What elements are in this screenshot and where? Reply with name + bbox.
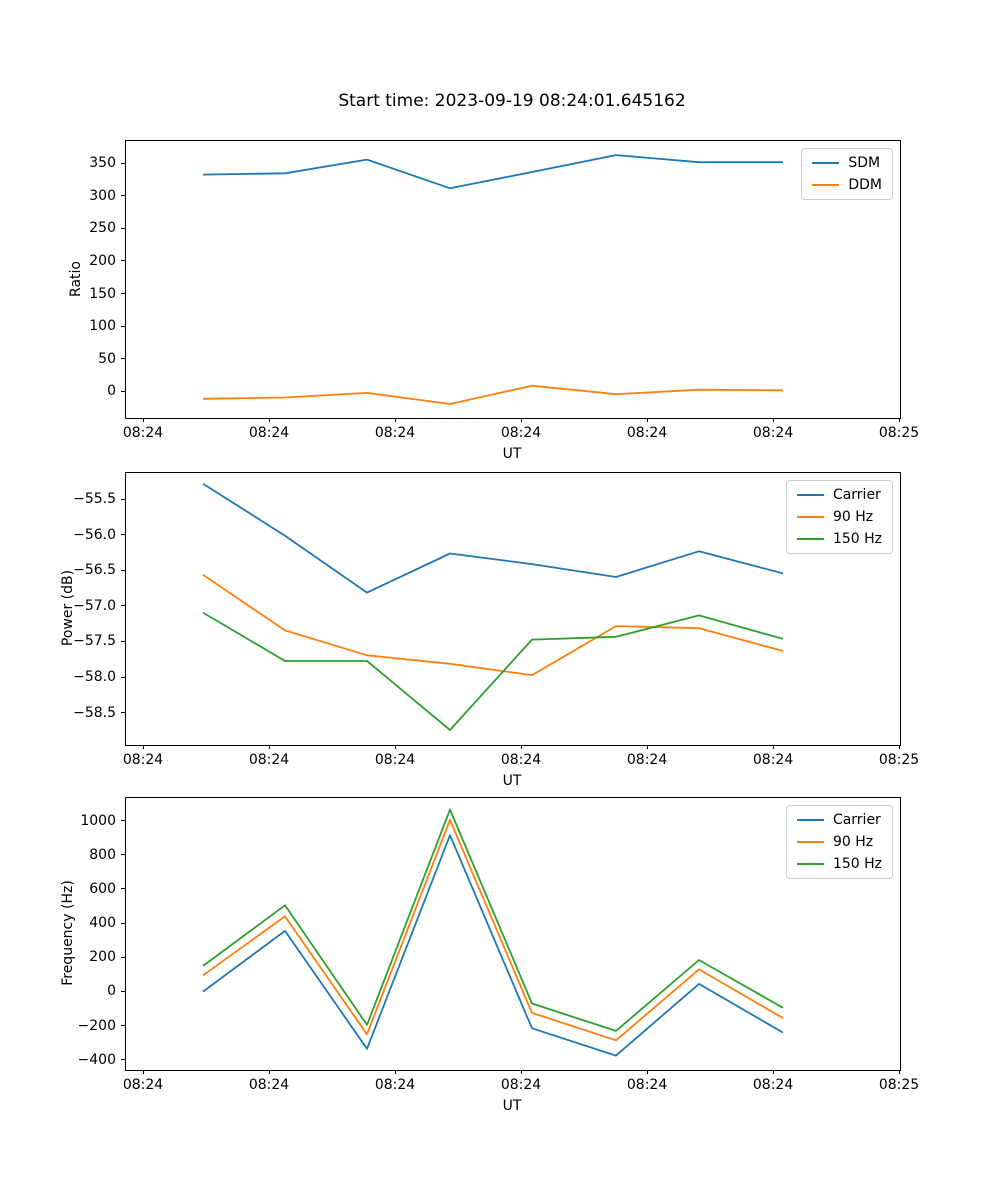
x-tick-mark: [395, 745, 396, 749]
plot-area: [125, 797, 901, 1071]
legend-item: [797, 487, 882, 503]
x-tick-mark: [143, 418, 144, 422]
y-tick-label: −55.5: [73, 491, 116, 508]
x-tick-mark: [899, 1070, 900, 1074]
legend-line-sample: [812, 184, 839, 186]
y-tick-mark: [121, 163, 125, 164]
chart-title: Start time: 2023-09-19 08:24:01.645162: [338, 91, 686, 111]
y-tick-mark: [121, 499, 125, 500]
y-tick-label: 200: [89, 949, 116, 966]
x-tick-mark: [521, 1070, 522, 1074]
x-tick-label: 08:25: [878, 425, 920, 441]
legend: [786, 480, 893, 554]
legend-item: [797, 856, 882, 872]
x-tick-mark: [143, 745, 144, 749]
legend-label: 150 Hz: [832, 856, 882, 872]
y-tick-mark: [121, 228, 125, 229]
y-tick-label: 200: [89, 252, 116, 269]
legend: [801, 148, 893, 200]
legend-label: 90 Hz: [832, 509, 874, 525]
x-tick-mark: [773, 1070, 774, 1074]
y-axis-label: Frequency (Hz): [60, 880, 76, 986]
y-tick-mark: [121, 326, 125, 327]
x-tick-mark: [269, 745, 270, 749]
legend-label: Carrier: [832, 812, 881, 828]
series-line-sdm: [203, 155, 783, 188]
series-line-90-hz: [203, 820, 783, 1040]
y-tick-label: −58.0: [73, 669, 116, 686]
plot-area: [125, 472, 901, 746]
x-tick-mark: [269, 418, 270, 422]
legend-label: Carrier: [832, 487, 881, 503]
legend-item: [797, 812, 882, 828]
y-axis-label: Ratio: [68, 260, 84, 297]
y-tick-label: −57.5: [73, 633, 116, 650]
series-lines: [126, 798, 900, 1070]
legend: [786, 805, 893, 879]
legend-item: [797, 509, 882, 525]
x-tick-mark: [773, 745, 774, 749]
y-tick-mark: [121, 391, 125, 392]
legend-line-sample: [797, 841, 824, 843]
y-tick-mark: [121, 570, 125, 571]
legend-label: 90 Hz: [832, 834, 874, 850]
series-line-carrier: [203, 484, 783, 593]
legend-label: DDM: [848, 177, 882, 193]
x-tick-mark: [395, 418, 396, 422]
x-tick-label: 08:24: [122, 1077, 164, 1093]
legend-label: 150 Hz: [832, 531, 882, 547]
y-tick-mark: [121, 260, 125, 261]
x-tick-mark: [521, 418, 522, 422]
x-tick-label: 08:24: [500, 425, 542, 441]
x-tick-label: 08:25: [878, 1077, 920, 1093]
series-line-ddm: [203, 386, 783, 404]
x-tick-label: 08:24: [752, 1077, 794, 1093]
x-tick-label: 08:24: [374, 425, 416, 441]
x-tick-label: 08:24: [500, 752, 542, 768]
y-tick-label: 800: [89, 846, 116, 863]
x-tick-mark: [899, 418, 900, 422]
y-tick-mark: [121, 820, 125, 821]
y-tick-mark: [121, 195, 125, 196]
y-tick-label: −56.0: [73, 526, 116, 543]
y-tick-label: 0: [107, 383, 116, 400]
legend-line-sample: [797, 516, 824, 518]
x-tick-label: 08:24: [626, 1077, 668, 1093]
legend-item: [812, 155, 882, 171]
series-line-150-hz: [203, 613, 783, 730]
legend-line-sample: [797, 819, 824, 821]
legend-item: [812, 177, 882, 193]
x-tick-label: 08:24: [500, 1077, 542, 1093]
x-tick-label: 08:24: [752, 425, 794, 441]
series-lines: [126, 473, 900, 745]
y-tick-label: 300: [89, 187, 116, 204]
x-tick-mark: [773, 418, 774, 422]
series-lines: [126, 141, 900, 418]
series-line-carrier: [203, 835, 783, 1055]
y-tick-label: 250: [89, 220, 116, 237]
x-tick-mark: [521, 745, 522, 749]
y-tick-mark: [121, 677, 125, 678]
x-tick-mark: [899, 745, 900, 749]
y-tick-label: 1000: [80, 812, 116, 829]
x-tick-label: 08:24: [122, 752, 164, 768]
y-tick-label: −56.5: [73, 562, 116, 579]
x-tick-label: 08:24: [248, 1077, 290, 1093]
x-axis-label: UT: [502, 446, 522, 462]
legend-line-sample: [797, 863, 824, 865]
y-tick-mark: [121, 534, 125, 535]
y-tick-label: 0: [107, 983, 116, 1000]
y-tick-mark: [121, 957, 125, 958]
x-axis-label: UT: [502, 1098, 522, 1114]
x-axis-label: UT: [502, 773, 522, 789]
x-tick-label: 08:25: [878, 752, 920, 768]
y-tick-label: −58.5: [73, 704, 116, 721]
y-tick-mark: [121, 1025, 125, 1026]
x-tick-label: 08:24: [626, 425, 668, 441]
y-tick-mark: [121, 1059, 125, 1060]
y-tick-mark: [121, 605, 125, 606]
x-tick-label: 08:24: [248, 425, 290, 441]
x-tick-label: 08:24: [374, 1077, 416, 1093]
x-tick-mark: [143, 1070, 144, 1074]
y-tick-label: 400: [89, 915, 116, 932]
x-tick-mark: [395, 1070, 396, 1074]
x-tick-label: 08:24: [752, 752, 794, 768]
y-axis-label: Power (dB): [60, 569, 76, 647]
y-tick-mark: [121, 854, 125, 855]
x-tick-mark: [647, 418, 648, 422]
y-tick-mark: [121, 888, 125, 889]
y-tick-mark: [121, 712, 125, 713]
y-tick-label: −200: [77, 1017, 116, 1034]
y-tick-label: 600: [89, 880, 116, 897]
y-tick-label: −400: [77, 1051, 116, 1068]
y-tick-label: 150: [89, 285, 116, 302]
y-tick-label: 50: [98, 350, 116, 367]
plot-area: [125, 140, 901, 419]
x-tick-label: 08:24: [374, 752, 416, 768]
x-tick-label: 08:24: [626, 752, 668, 768]
x-tick-mark: [647, 1070, 648, 1074]
y-tick-mark: [121, 293, 125, 294]
x-tick-mark: [269, 1070, 270, 1074]
y-tick-label: −57.0: [73, 597, 116, 614]
y-tick-mark: [121, 923, 125, 924]
x-tick-label: 08:24: [248, 752, 290, 768]
legend-line-sample: [812, 162, 839, 164]
x-tick-label: 08:24: [122, 425, 164, 441]
legend-label: SDM: [848, 155, 881, 171]
y-tick-label: 350: [89, 155, 116, 172]
legend-line-sample: [797, 538, 824, 540]
y-tick-mark: [121, 991, 125, 992]
legend-item: [797, 531, 882, 547]
legend-item: [797, 834, 882, 850]
legend-line-sample: [797, 494, 824, 496]
y-tick-mark: [121, 358, 125, 359]
y-tick-label: 100: [89, 318, 116, 335]
x-tick-mark: [647, 745, 648, 749]
y-tick-mark: [121, 641, 125, 642]
